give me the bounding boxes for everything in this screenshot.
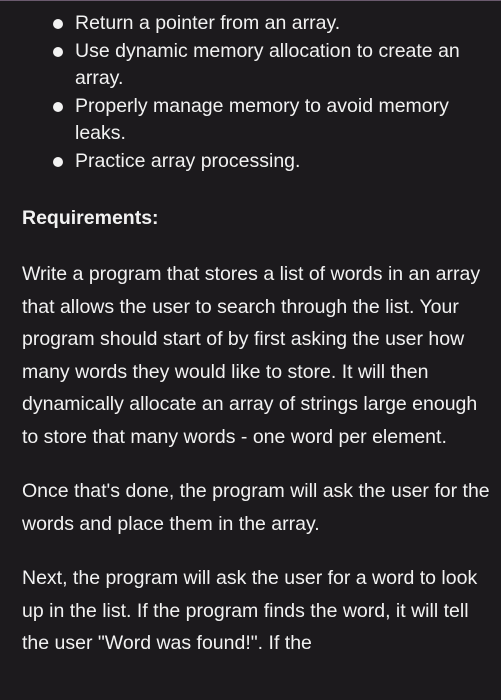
requirements-heading: Requirements: [22, 207, 159, 229]
objective-item [22, 38, 492, 93]
objective-item [22, 148, 492, 176]
objective-item [22, 93, 492, 148]
bullet-icon [53, 102, 63, 112]
top-divider [0, 0, 501, 1]
requirements-paragraph-2: Once that's done, the program will ask the user for the words and place them in the array. [22, 480, 490, 535]
requirements-paragraph-1: Write a program that stores a list of words in an array that allows the user to search through the list. Your program should start of by first asking the user how many words they would like to store. It will then dynamically allocate an array of strings large enough to store that many words - one word per element. [22, 263, 481, 448]
bullet-icon [53, 19, 63, 29]
bullet-icon [53, 47, 63, 57]
objective-text: Properly manage memory to avoid memory leaks. [75, 94, 449, 144]
bullet-icon [53, 157, 63, 167]
objective-text: Practice array processing. [75, 149, 301, 172]
objective-text: Return a pointer from an array. [75, 12, 341, 34]
objective-item [22, 10, 492, 38]
requirements-paragraph-3: Next, the program will ask the user for a word to look up in the list. If the program finds the word, it will tell the user "Word was found!". If the [22, 567, 478, 654]
objectives-list [22, 10, 492, 175]
assignment-text [22, 10, 492, 660]
objective-text: Use dynamic memory allocation to create an array. [75, 39, 460, 89]
